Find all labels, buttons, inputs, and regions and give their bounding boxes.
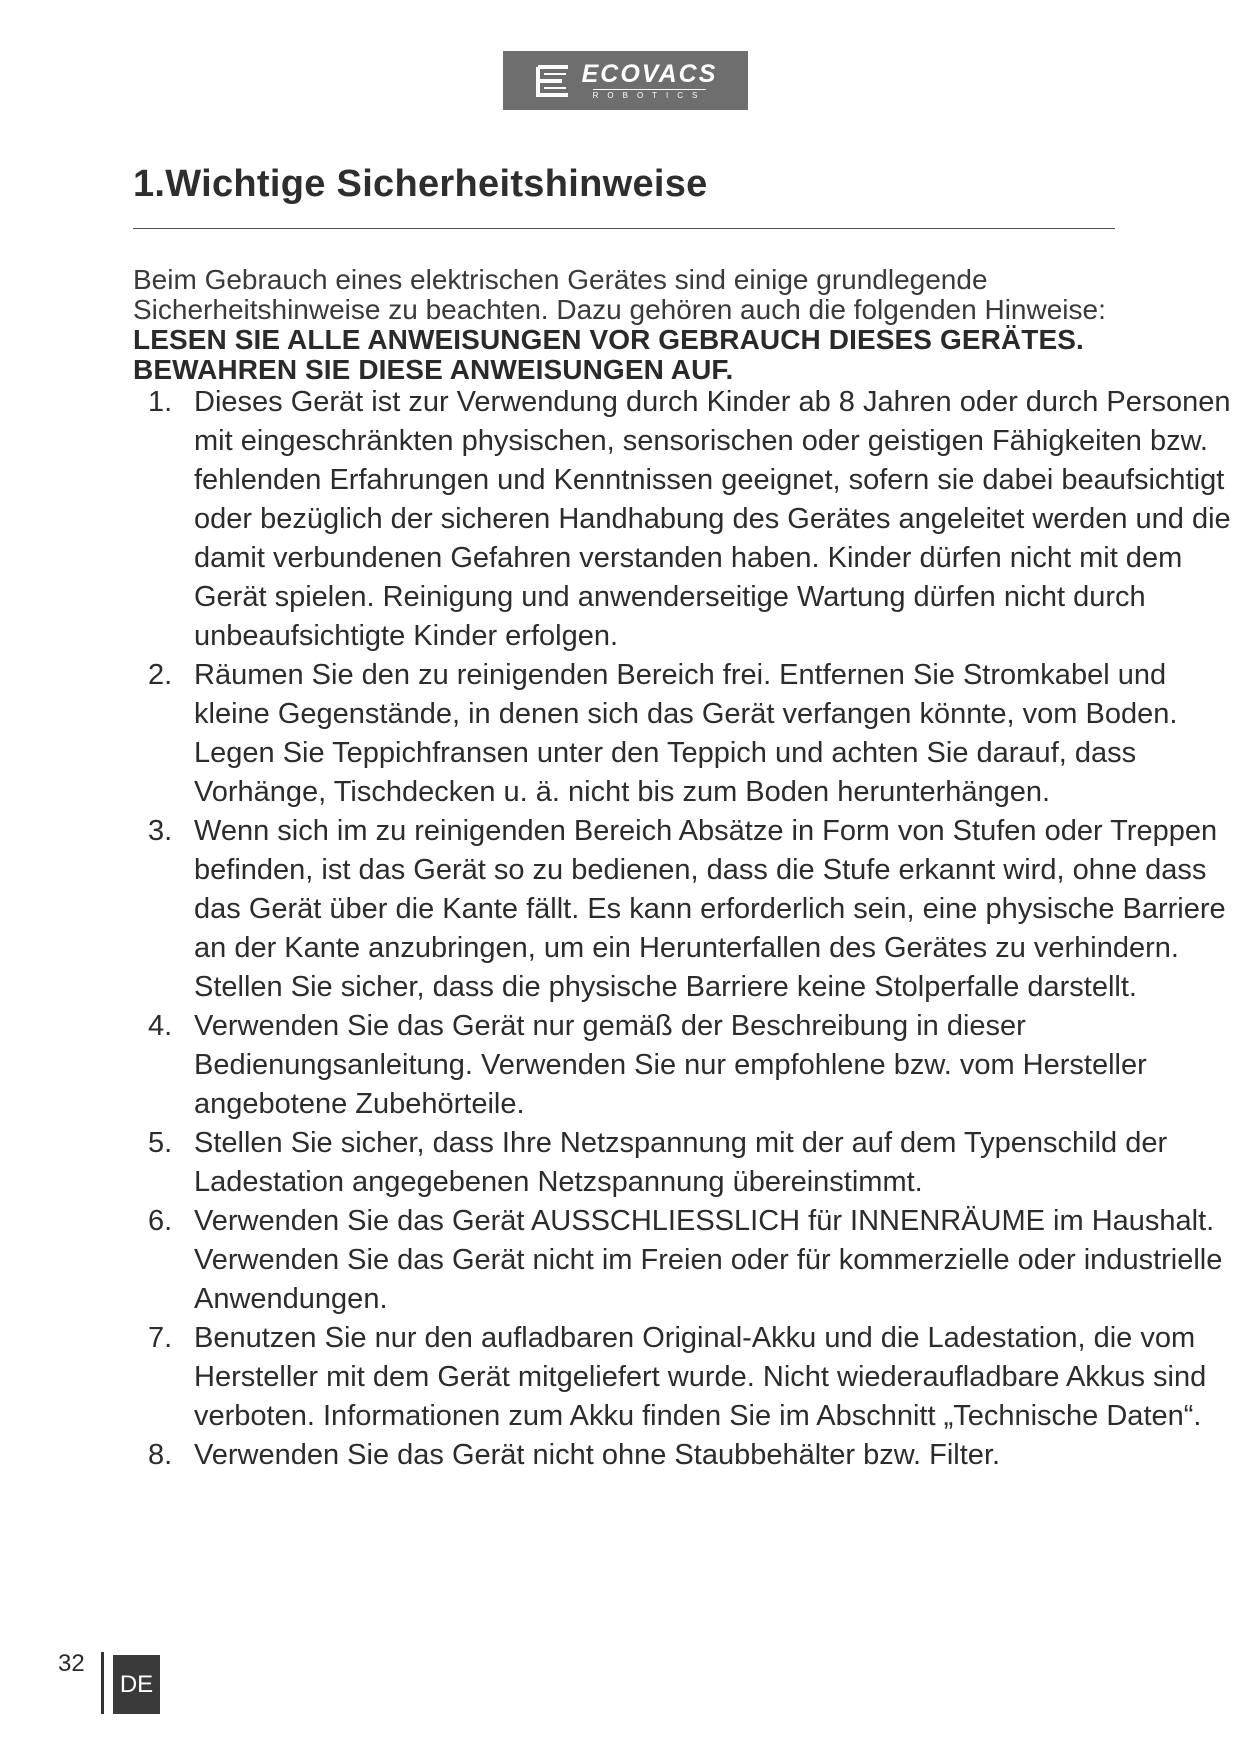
- intro-line-2: Sicherheitshinweise zu beachten. Dazu gehören auch die folgenden Hinweise:: [133, 294, 1106, 325]
- list-item-number: 6.: [148, 1205, 173, 1237]
- list-item-number: 2.: [148, 659, 173, 691]
- brand-logo: [503, 51, 748, 110]
- title-divider: [133, 228, 1115, 229]
- logo-sub-text: ROBOTICS: [592, 90, 707, 100]
- list-item-number: 1.: [148, 386, 173, 418]
- list-item: [148, 1319, 1241, 1436]
- ecovacs-logo-icon: [534, 64, 572, 98]
- list-item-text: Verwenden Sie das Gerät nur gemäß der Beschreibung in dieser Bedienungsanleitung. Verwenden Sie nur empfohlene bzw. vom Hersteller angebotene Zubehörteile.: [194, 1010, 1147, 1120]
- logo-brand-text: ECOVACS: [581, 59, 718, 88]
- intro-line-1: Beim Gebrauch eines elektrischen Gerätes sind einige grundlegende: [133, 264, 988, 295]
- list-item-text: Verwenden Sie das Gerät AUSSCHLIESSLICH für INNENRÄUME im Haushalt. Verwenden Sie das Gerät nicht im Freien oder für kommerzielle oder industrielle Anwendungen.: [194, 1205, 1223, 1315]
- intro-warning-2: BEWAHREN SIE DIESE ANWEISUNGEN AUF.: [133, 354, 734, 385]
- list-item-text: Wenn sich im zu reinigenden Bereich Absätze in Form von Stufen oder Treppen befinden, ist das Gerät so zu bedienen, dass die Stufe erkannt wird, ohne dass das Gerät über die Kante fällt. Es kann erforderlich sein, eine physische Barriere an der Kante anzubringen, um ein Herunterfallen des Gerätes zu verhindern. Stellen Sie sicher, dass die physische Barriere keine Stolperfalle darstellt.: [194, 815, 1226, 1003]
- list-item: [148, 812, 1241, 1007]
- list-item-text: Dieses Gerät ist zur Verwendung durch Kinder ab 8 Jahren oder durch Personen mit eingeschränkten physischen, sensorischen oder geistigen Fähigkeiten bzw. fehlenden Erfahrungen und Kenntnissen geeignet, sofern sie dabei beaufsichtigt oder bezüglich der sicheren Handhabung des Gerätes angeleitet werden und die damit verbundenen Gefahren verstanden haben. Kinder dürfen nicht mit dem Gerät spielen. Reinigung und anwenderseitige Wartung dürfen nicht durch unbeaufsichtigte Kinder erfolgen.: [194, 386, 1231, 652]
- safety-instructions-list: [148, 383, 1241, 1475]
- list-item: [148, 1436, 1241, 1475]
- list-item-number: 7.: [148, 1322, 173, 1354]
- list-item: [148, 1124, 1241, 1202]
- list-item-text: Benutzen Sie nur den aufladbaren Original-Akku und die Ladestation, die vom Hersteller mit dem Gerät mitgeliefert wurde. Nicht wiederaufladbare Akkus sind verboten. Informationen zum Akku finden Sie im Abschnitt „Technische Daten“.: [194, 1322, 1207, 1432]
- footer-divider: [101, 1652, 104, 1714]
- list-item-number: 4.: [148, 1010, 173, 1042]
- list-item: [148, 656, 1241, 812]
- list-item-text: Verwenden Sie das Gerät nicht ohne Staubbehälter bzw. Filter.: [194, 1439, 1001, 1471]
- page-number: 32: [58, 1650, 85, 1677]
- list-item: [148, 383, 1241, 656]
- list-item-text: Stellen Sie sicher, dass Ihre Netzspannung mit der auf dem Typenschild der Ladestation angegebenen Netzspannung übereinstimmt.: [194, 1127, 1168, 1198]
- list-item-number: 3.: [148, 815, 173, 847]
- list-item-number: 5.: [148, 1127, 173, 1159]
- list-item-text: Räumen Sie den zu reinigenden Bereich frei. Entfernen Sie Stromkabel und kleine Gegenstände, in denen sich das Gerät verfangen könnte, vom Boden. Legen Sie Teppichfransen unter den Teppich und achten Sie darauf, dass Vorhänge, Tischdecken u. ä. nicht bis zum Boden herunterhängen.: [194, 659, 1178, 808]
- list-item-number: 8.: [148, 1439, 173, 1471]
- intro-warning-1: LESEN SIE ALLE ANWEISUNGEN VOR GEBRAUCH DIESES GERÄTES.: [133, 324, 1084, 355]
- list-item: [148, 1007, 1241, 1124]
- language-badge: DE: [113, 1655, 160, 1714]
- list-item: [148, 1202, 1241, 1319]
- intro-paragraph: [133, 265, 1133, 385]
- page-title: 1.Wichtige Sicherheitshinweise: [133, 163, 708, 205]
